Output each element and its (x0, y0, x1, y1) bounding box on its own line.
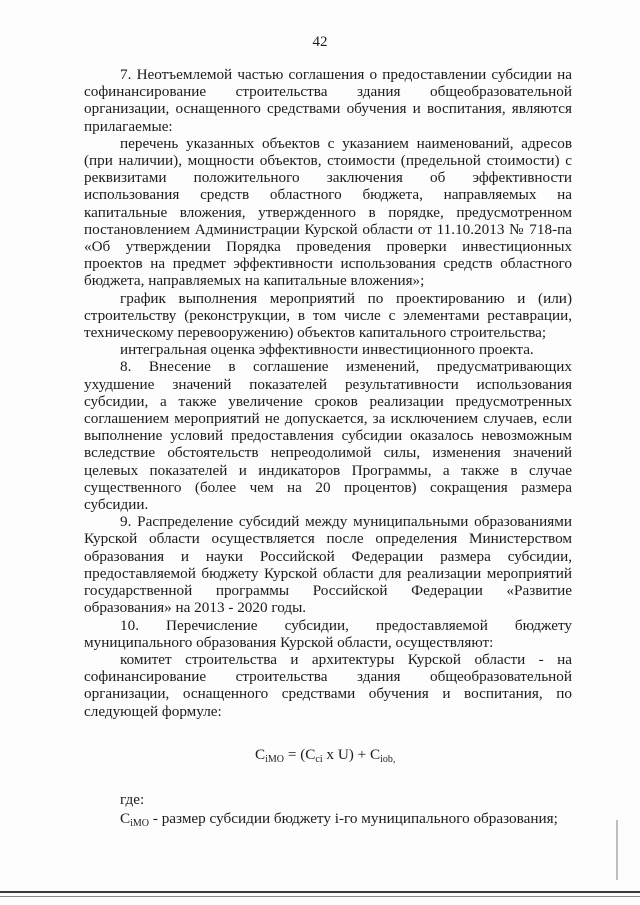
definition-text: - размер субсидии бюджету i-го муниципального образования; (149, 810, 558, 828)
formula-lhs-subscript: iMO (265, 753, 285, 765)
definition-ciMO (84, 810, 572, 830)
formula-times-u: x U) + C (322, 745, 381, 763)
where-label: где: (120, 790, 145, 808)
document-body (84, 66, 572, 830)
scan-edge-mark (616, 820, 618, 880)
paragraph-list-objects: перечень указанных объектов с указанием наименований, адресов (при наличии), мощности объектов, стоимости (предельной стоимости) с реквизитами положительного заключения об эффективности использования средств областного бюджета, направляемых на капитальные вложения, утвержденного в порядке, предусмотренном постановлением Администрации Курской области от 11.10.2013 № 718-па «Об утверждении Порядка проведения проверки инвестиционных проектов на предмет эффективности использования средств областного бюджета, направляемых на капитальные вложения»; (84, 134, 572, 290)
paragraph-integral-assessment: интегральная оценка эффективности инвестиционного проекта. (120, 341, 534, 359)
paragraph-9: 9. Распределение субсидий между муниципальными образованиями Курской области осуществляется после определения Министерством образования и науки Российской Федерации размера субсидии, предоставляемой бюджету Курской области для реализации мероприятий государственной программы Российской Федерации «Развитие образования» на 2013 - 2020 годы. (84, 513, 572, 617)
scan-edge-line-secondary (0, 896, 640, 897)
paragraph-8: 8. Внесение в соглашение изменений, предусматривающих ухудшение значений показателей результативности использования субсидии, а также увеличение сроков реализации предусмотренных соглашением мероприятий не допускается, за исключением случаев, если выполнение условий предоставления субсидии оказалось невозможным вследствие обстоятельств непреодолимой силы, изменения значений целевых показателей и индикаторов Программы, а также в случае существенного (более чем на 20 процентов) сокращения размера субсидии. (84, 358, 572, 514)
definition-symbol-subscript: iMO (130, 818, 150, 830)
definition-symbol: C (120, 810, 131, 828)
paragraph-schedule: график выполнения мероприятий по проектированию и (или) строительству (реконструкции, в том числе с элементами реставрации, техническому перевооружению) объектов капитального строительства; (84, 289, 572, 342)
formula-eq-open: = (C (284, 745, 316, 763)
formula-ci-subscript: ci (315, 753, 323, 765)
formula-lhs: C (255, 745, 266, 763)
scan-edge-line (0, 891, 640, 893)
paragraph-10: 10. Перечисление субсидии, предоставляемой бюджету муниципального образования Курской области, осуществляют: (84, 616, 572, 651)
paragraph-committee: комитет строительства и архитектуры Курской области - на софинансирование строительства здания общеобразовательной организации, оснащенного средствами обучения и воспитания, по следующей формуле: (84, 650, 572, 720)
formula-iob-subscript: iob, (380, 753, 396, 765)
paragraph-7: 7. Неотъемлемой частью соглашения о предоставлении субсидии на софинансирование строительства здания общеобразовательной организации, оснащенного средствами обучения и воспитания, являются прилагаемые: (84, 66, 572, 135)
subsidy-formula (84, 746, 572, 763)
page-number: 42 (312, 34, 328, 50)
